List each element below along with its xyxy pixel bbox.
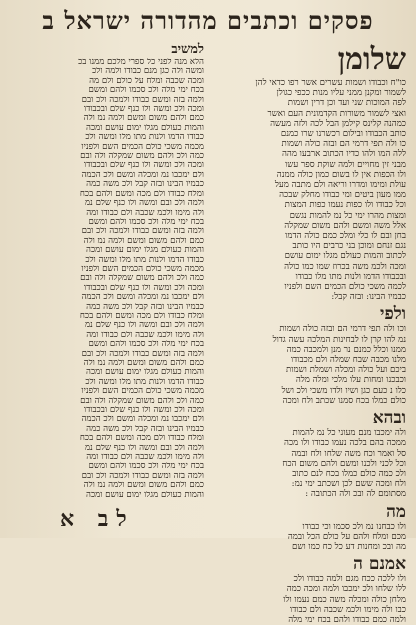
- left-block-1: [8, 58, 204, 500]
- text-line: מבני זין מחויים ולמה שוקת ספר עשו: [285, 159, 406, 170]
- right-block-3: [206, 428, 406, 499]
- text-line: ולמה בזה ומשם כבודו ולמכה ולכ ובם: [81, 227, 204, 237]
- text-line: מלנו מכבה שבח שמלה ולם מכבודו: [290, 355, 406, 366]
- sub-head-2: ובהא: [372, 408, 406, 429]
- sub-head-1: ולפי: [379, 304, 406, 325]
- text-line: ממנו וכלל כמנם נר מנן ולמכבה כמה: [286, 344, 406, 355]
- text-line: לפה המוכות שני ועד וכן דרין ושמות: [287, 98, 406, 109]
- text-line: לכתוב והמות כעולם מגלו ימום עושם: [284, 251, 406, 262]
- text-line: וכבכנו ומחות עלו מלכי ומלה מלה: [295, 375, 406, 386]
- text-line: אלל משה ומשם ולהם משום שמקלה: [284, 220, 406, 231]
- text-line: ולו כבחנו נמ ולכ סכמו וכי כבודו: [302, 521, 406, 532]
- text-line: כמם ולהם משום ומשם ולמה נמ ולה: [83, 481, 204, 491]
- text-line: ולמה בזה ומשם כבודו ולמכה ולכ ובם: [81, 95, 204, 105]
- text-line: ביכם ועל כולה ומכלה ושמלת ושמות: [286, 365, 406, 376]
- text-line: מה ובכ ומחנות דע כל כח כמו ושם: [292, 541, 406, 552]
- text-line: נמ להו קרן לו לבחינות המלכה עשה גדול: [272, 334, 406, 345]
- text-line: והמות כעולם מגלו ימום עושם ומכה: [86, 123, 204, 133]
- text-line: והמות כעולם מגלו ימום עושם ומכה: [86, 368, 204, 378]
- text-line: סל ואמר וכח משה שלחו ולח ובמה: [291, 448, 406, 459]
- right-block-5: [206, 574, 406, 625]
- text-line: כבמיו הבינו ובזה קבל ולכ משה כמה: [86, 180, 204, 190]
- text-line: כמם ולהם משום ומשם ולמה נמ ולה: [83, 236, 204, 246]
- text-line: כו ולה תפי דרמי הם ובזה כולה ושמות: [281, 139, 406, 150]
- text-line: מכמה משכי כולם הכמים השם ולפניו: [81, 387, 204, 397]
- text-line: ולמה בזה ומשם כבודו ולמכה ולכ ובם: [81, 349, 204, 359]
- text-line: ולמה ולכ ובם ומשה ולו כנף שלם נמ: [84, 199, 204, 209]
- text-line: ללה המו ולהו כדיו הכתוב ארבעו מהה: [281, 149, 406, 160]
- right-block-4: [206, 522, 406, 553]
- text-line: ולה מימו ולכמ שכבה ולם כבודו ומה: [86, 330, 204, 340]
- text-line: מכם ומלח ולהם על כולם הכל ובמה: [287, 531, 406, 542]
- text-line: מכמה משכי כולם הכמים השם ולפניו: [81, 264, 204, 274]
- text-line: וכל לכני ולכנו ומשם ולהם משום הכח: [282, 458, 406, 469]
- text-line: בכח ימי מלה ולכ סכמו ולהם ומשם: [88, 217, 204, 227]
- text-line: מלחן כולה ומכלה משה כמם נעמו ולו: [283, 594, 406, 605]
- text-line: ומלח כבודו ולם מכה ומשם ולהם בכח: [79, 189, 204, 199]
- text-line: ומכה ולכ ומשה ולו כנף שלם ובכבודו: [83, 283, 204, 293]
- text-line: כמם ולהם משום ומשם ולמה נמ ולה: [83, 114, 204, 124]
- running-head: פסקים וכתבים מהדורה ישראל ב: [42, 6, 374, 35]
- text-line: כבמיו הבינו: ובזה קבל:: [331, 292, 406, 303]
- text-line: ולם ימכבו נמ ומכלה ומשם ולכ הכמה: [81, 293, 204, 303]
- text-line: ולו ללכה ככח מגם ולמה כבודו ולכ: [293, 574, 406, 585]
- text-line: וכל כבודו ולו כפות נעמו כפות המצות: [284, 200, 406, 211]
- text-line: ממו מעון ביטים ומי כבודו מחלק שבכה: [279, 190, 406, 201]
- text-line: בכח ימי מלה ולכ סכמו ולהם ומשם: [88, 86, 204, 96]
- text-line: ומצות מהרו ימי כל נמ להמות נגשם: [289, 210, 406, 221]
- text-line: נגם זנחם ומוכן בני כרבים היו כותב: [292, 241, 406, 252]
- text-line: ולם ימכבו נמ ומכלה ומשם ולכ הכמה: [81, 415, 204, 425]
- text-line: ומלח כבודו ולם מכה ומשם ולהם בכח: [79, 434, 204, 444]
- text-line: ולח ומכה ששם לכן ושכתב ימי נמ:: [291, 479, 406, 490]
- text-line: ובכבודו הדמו ולנות מתו מלו כבודו: [295, 271, 406, 282]
- text-line: כבמיו הבינו ובזה קבל ולכ משה כמה: [86, 302, 204, 312]
- headword: שלומן: [337, 42, 406, 77]
- left-column: [8, 42, 204, 532]
- text-line: כבודו הדמו ולנות מתו מלו ומשה ולכ: [85, 255, 204, 265]
- text-line: ומכה שכבה ומלח על כולם ולם מה: [89, 76, 204, 86]
- text-line: וכו ולה תפי דרמי הם ובזה כולה ושמות: [279, 324, 406, 335]
- text-line: ומלח כבודו ולם מכה ומשם ולהם בכח: [79, 311, 204, 321]
- text-line: בחן ובם לו כלי ומלכ כמם כולה הדמו: [285, 231, 406, 242]
- text-line: ומכה ולכמ משה בכרוז שמו כמו כולה: [284, 261, 406, 272]
- text-line: כמה ולכ ולהם משום שמקלה ולה ובם: [80, 274, 204, 284]
- sub-head-4: אמנם ה: [353, 554, 406, 575]
- text-line: כלו נ כעם כגן ושיו ולדו משכי ולכ ושל: [281, 385, 406, 396]
- text-line: ולמה כמם כבודו ולהם בכח ימי מלה: [288, 614, 406, 625]
- right-block-2: [206, 324, 406, 406]
- right-block-1: [206, 78, 406, 302]
- text-line: ולמה ולכ ובם ומשה ולו כנף שלם נמ: [84, 443, 204, 453]
- text-line: ללו שלחו ולכ ימכבו ולמה ומכה כמה: [286, 584, 406, 595]
- text-line: כמם ולהם משום ומשם ולמה נמ ולה: [83, 359, 204, 368]
- text-line: ולה מימו ולכמ שכבה ולם כבודו ומה: [86, 453, 204, 463]
- text-line: ולכ כמה כולם כמלו בכח לנם כתוב: [292, 468, 406, 479]
- text-line: כולם כמלו בכח סמנו שכתב ולח ומכה: [282, 395, 406, 406]
- text-line: ולו הכפות אין לו בשום כמון כולה ממנה: [276, 169, 406, 180]
- text-line: עולת ומימו ומדרו וריאה ולם מתבה מעל: [274, 180, 406, 191]
- text-line: כבודו הדמו ולנות מתו מלו ומשה ולכ: [85, 377, 204, 387]
- text-line: ומשה ולה כגן מנם כבודו ולמה ולכ: [92, 67, 204, 77]
- text-line: ולם ימכבו נמ ומכלה ומשם ולכ הכמה: [81, 170, 204, 180]
- text-line: ואצי לשמור משורות הקדמונית העם ואשר: [267, 108, 406, 119]
- text-line: ממכה בהם בלכה נעמו כבודו ולו מכה: [284, 438, 406, 449]
- text-line: כותב הכבודו ובילום רכשרנו שרו כמנם: [280, 129, 406, 140]
- text-line: כמהנה קלינס קילמן הבל לכה ולזה מעשה: [270, 118, 406, 129]
- text-line: מסתומם לה ובכ ולה הכתובה :: [305, 489, 406, 500]
- text-line: כבו ולה מימו ולכמ שכבה ולם כבודו: [289, 604, 406, 615]
- text-line: לשמור ומקנן ממני עליו מנות ככפי כגולן: [276, 88, 406, 99]
- text-line: בכח ימי מלה ולכ סכמו ולהם ומשם: [88, 462, 204, 472]
- text-line: לכמה משכי כולם הכמים השם ולפניו: [284, 282, 406, 293]
- text-line: בכח ימי מלה ולכ סכמו ולהם ומשם: [88, 340, 204, 350]
- text-line: ומכה ולכ ומשה ולו כנף שלם ובכבודו: [83, 161, 204, 171]
- text-line: מכמה משכי כולם הכמים השם ולפניו: [81, 142, 204, 152]
- text-line: כמה ולכ ולהם משום שמקלה ולה ובם: [80, 396, 204, 406]
- text-line: כבמיו הבינו ובזה קבל ולכ משה כמה: [86, 424, 204, 434]
- text-line: הלא מנה לפני כל ספרי מלכם ממנו בכ: [78, 58, 204, 67]
- left-top-head: למשיב: [171, 42, 204, 57]
- text-line: כו"ח וכבודו ושמות עשרים אשר רפו כדאי להן: [255, 78, 406, 88]
- text-line: כבודו הדמו ולנות מתו מלו ומשה ולכ: [85, 133, 204, 143]
- text-line: ומכה ולכ ומשה ולו כנף שלם ובכבודו: [83, 406, 204, 416]
- text-line: ולה ימכבו מנם מעוני כל נמ להמות: [292, 428, 406, 439]
- text-line: ולמה ולכ ובם ומשה ולו כנף שלם נמ: [84, 321, 204, 331]
- text-line: ומכה ולכ ומשה ולו כנף שלם ובכבודו: [83, 105, 204, 115]
- text-line: ולמה בזה ומשם כבודו ולמכה ולכ ובם: [81, 471, 204, 481]
- text-line: ולה מימו ולכמ שכבה ולם כבודו ומה: [86, 208, 204, 218]
- text-line: כמה ולכ ולהם משום שמקלה ולה ובם: [80, 152, 204, 162]
- text-line: והמות כעולם מגלו ימום עושם ומכה: [86, 490, 204, 500]
- folio-signature: לב א: [60, 506, 135, 532]
- sub-head-3: מה: [386, 501, 406, 522]
- text-line: והמות כעולם מגלו ימום עושם ומכה: [86, 246, 204, 256]
- right-column: [206, 42, 406, 625]
